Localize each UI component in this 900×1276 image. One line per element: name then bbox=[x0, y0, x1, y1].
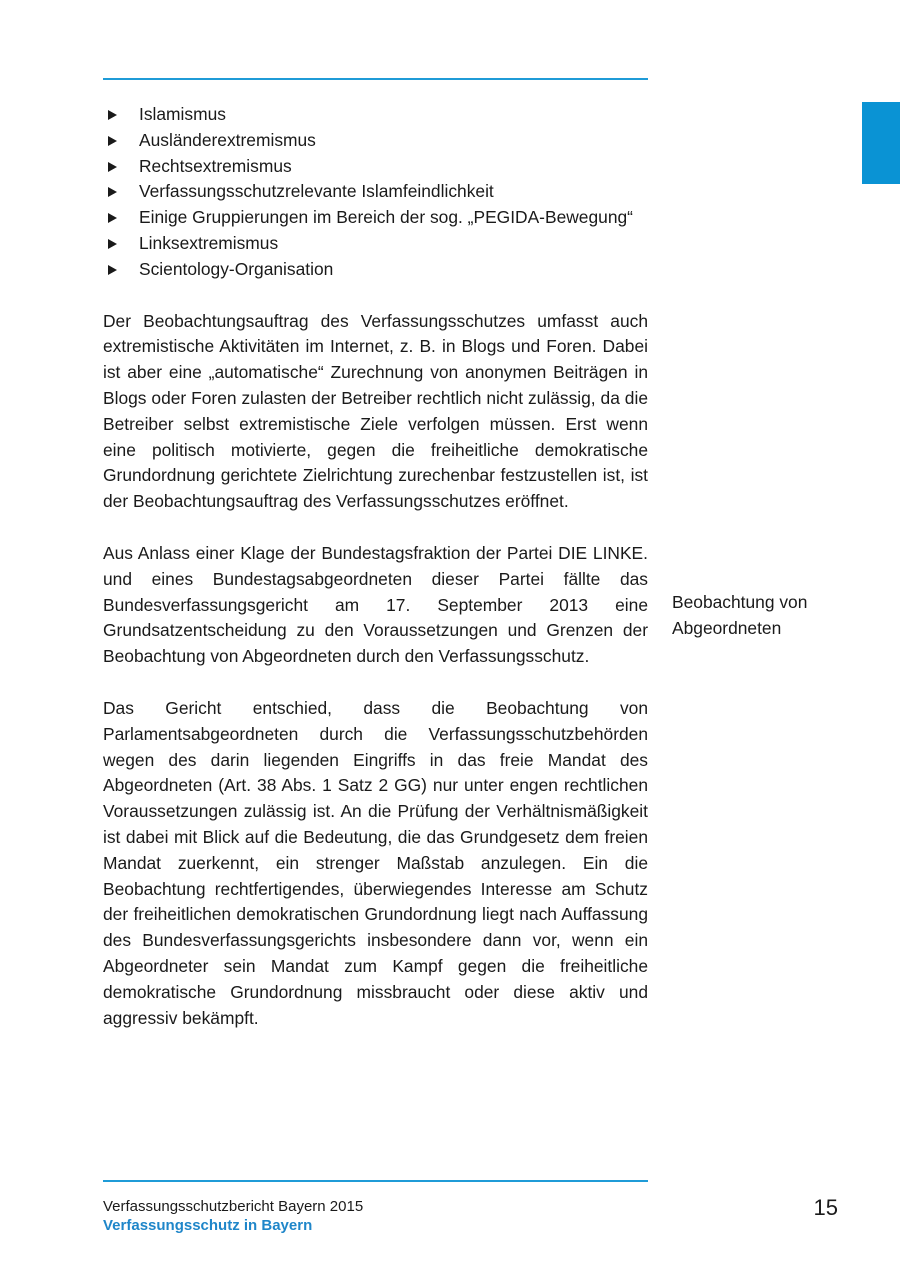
list-item: Verfassungsschutzrelevante Islamfeindlichkeit bbox=[103, 179, 648, 205]
bullet-triangle-icon bbox=[108, 162, 117, 172]
footer-rule bbox=[103, 1180, 648, 1182]
bullet-triangle-icon bbox=[108, 239, 117, 249]
footer-report-title: Verfassungsschutzbericht Bayern 2015 bbox=[103, 1198, 364, 1215]
paragraph-internet-observation: Der Beobachtungsauftrag des Verfassungsschutzes umfasst auch extremistische Aktivitäten im Internet, z. B. in Blogs und Foren. Dabei ist aber eine „automatische“ Zurechnung von anonymen Beiträgen in Blogs oder Foren zulasten der Betreiber rechtlich nicht zulässig, da die Betreiber selbst extremistische Ziele verfolgen müssen. Erst wenn eine politisch motivierte, gegen die freiheitliche demokratische Grundordnung gerichtete Zielrichtung zurechenbar festzustellen ist, ist der Beobachtungsauftrag des Verfassungsschutzes eröffnet. bbox=[103, 310, 648, 512]
list-item: Scientology-Organisation bbox=[103, 257, 648, 283]
list-item: Islamismus bbox=[103, 102, 648, 128]
bullet-triangle-icon bbox=[108, 136, 117, 146]
list-item: Ausländerextremismus bbox=[103, 128, 648, 154]
footer bbox=[103, 1197, 363, 1235]
main-text-column bbox=[103, 102, 648, 1031]
margin-note bbox=[672, 590, 872, 642]
bullet-triangle-icon bbox=[108, 265, 117, 275]
list-item: Einige Gruppierungen im Bereich der sog. „PEGIDA-Bewegung“ bbox=[103, 205, 648, 231]
bullet-list bbox=[103, 102, 648, 283]
page-number: 15 bbox=[813, 1195, 838, 1220]
footer-section-title: Verfassungsschutz in Bayern bbox=[103, 1217, 313, 1234]
paragraph-court-decision: Das Gericht entschied, dass die Beobachtung von Parlamentsabgeordneten durch die Verfassungsschutzbehörden wegen des darin liegenden Eingriffs in das freie Mandat des Abgeordneten (Art. 38 Abs. 1 Satz 2 GG) nur unter engen rechtlichen Voraussetzungen zulässig ist. An die Prüfung der Verhältnismäßigkeit ist dabei mit Blick auf die Bedeutung, die das Grundgesetz dem freien Mandat zuerkennt, ein strenger Maßstab anzulegen. Ein die Beobachtung rechtfertigendes, überwiegendes Interesse am Schutz der freiheitlichen demokratischen Grundordnung liegt nach Auffassung des Bundesverfassungsgerichts insbesondere dann vor, wenn ein Abgeordneter sein Mandat zum Kampf gegen die freiheitliche demokratische Grundordnung missbraucht oder diese aktiv und aggressiv bekämpft. bbox=[103, 697, 648, 1028]
list-item: Rechtsextremismus bbox=[103, 154, 648, 180]
bullet-triangle-icon bbox=[108, 187, 117, 197]
bullet-triangle-icon bbox=[108, 110, 117, 120]
header-rule bbox=[103, 78, 648, 80]
chapter-tab-marker bbox=[862, 102, 900, 184]
margin-note-line: Beobachtung von bbox=[672, 592, 808, 612]
margin-note-line: Abgeordneten bbox=[672, 617, 782, 638]
list-item: Linksextremismus bbox=[103, 231, 648, 257]
paragraph-court-case: Aus Anlass einer Klage der Bundestagsfraktion der Partei DIE LINKE. und eines Bundestagsabgeordneten dieser Partei fällte das Bundesverfassungsgericht am 17. September 2013 eine Grundsatzentscheidung zu den Voraussetzungen und Grenzen der Beobachtung von Abgeordneten durch den Verfassungsschutz. bbox=[103, 542, 648, 667]
bullet-triangle-icon bbox=[108, 213, 117, 223]
